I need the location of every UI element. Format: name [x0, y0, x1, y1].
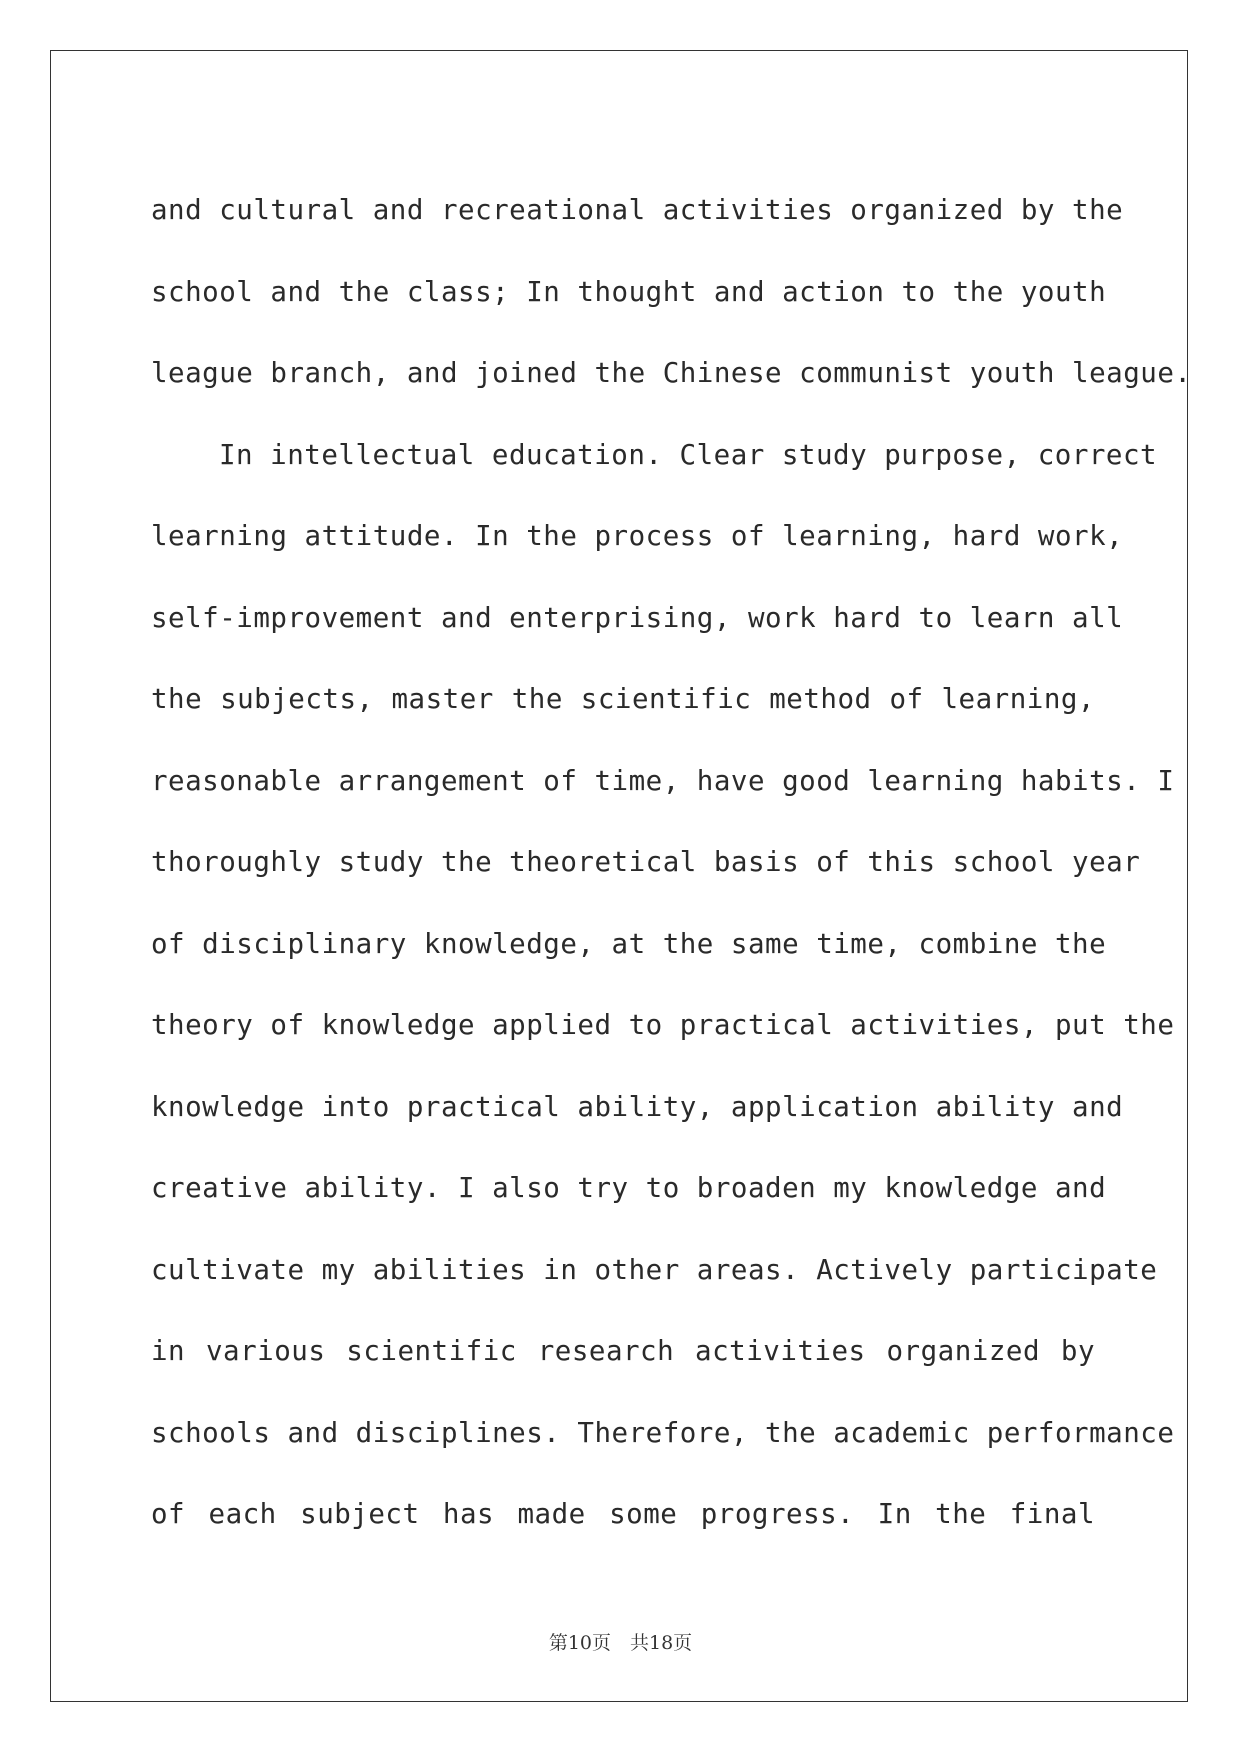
text-line: of disciplinary knowledge, at the same time, combine the: [151, 927, 1107, 960]
text-line: league branch, and joined the Chinese communist youth league.: [151, 357, 1192, 389]
text-line: self-improvement and enterprising, work hard to learn all: [151, 601, 1124, 634]
text-line: thoroughly study the theoretical basis of this school year: [151, 846, 1141, 878]
page-number-label: 第10页 共18页: [548, 1632, 693, 1654]
text-line: in various scientific research activities organized by: [151, 1335, 1095, 1367]
text-line: the subjects, master the scientific method of learning,: [151, 683, 1095, 715]
text-line: of each subject has made some progress. In the final: [151, 1498, 1095, 1530]
text-line: cultivate my abilities in other areas. Actively participate: [151, 1253, 1158, 1286]
text-line: knowledge into practical ability, application ability and: [151, 1090, 1124, 1123]
text-line: and cultural and recreational activities organized by the: [151, 194, 1124, 226]
text-line: reasonable arrangement of time, have good learning habits. I: [151, 764, 1175, 797]
text-line: learning attitude. In the process of learning, hard work,: [151, 520, 1124, 552]
text-line: theory of knowledge applied to practical activities, put the: [151, 1009, 1175, 1041]
body-text: [151, 170, 1192, 1556]
text-line: school and the class; In thought and action to the youth: [151, 275, 1107, 308]
page-footer: [0, 1628, 1241, 1655]
text-line: creative ability. I also try to broaden my knowledge and: [151, 1172, 1107, 1204]
text-line: schools and disciplines. Therefore, the academic performance: [151, 1416, 1175, 1449]
paragraph-first-line: In intellectual education. Clear study purpose, correct: [219, 438, 1158, 471]
